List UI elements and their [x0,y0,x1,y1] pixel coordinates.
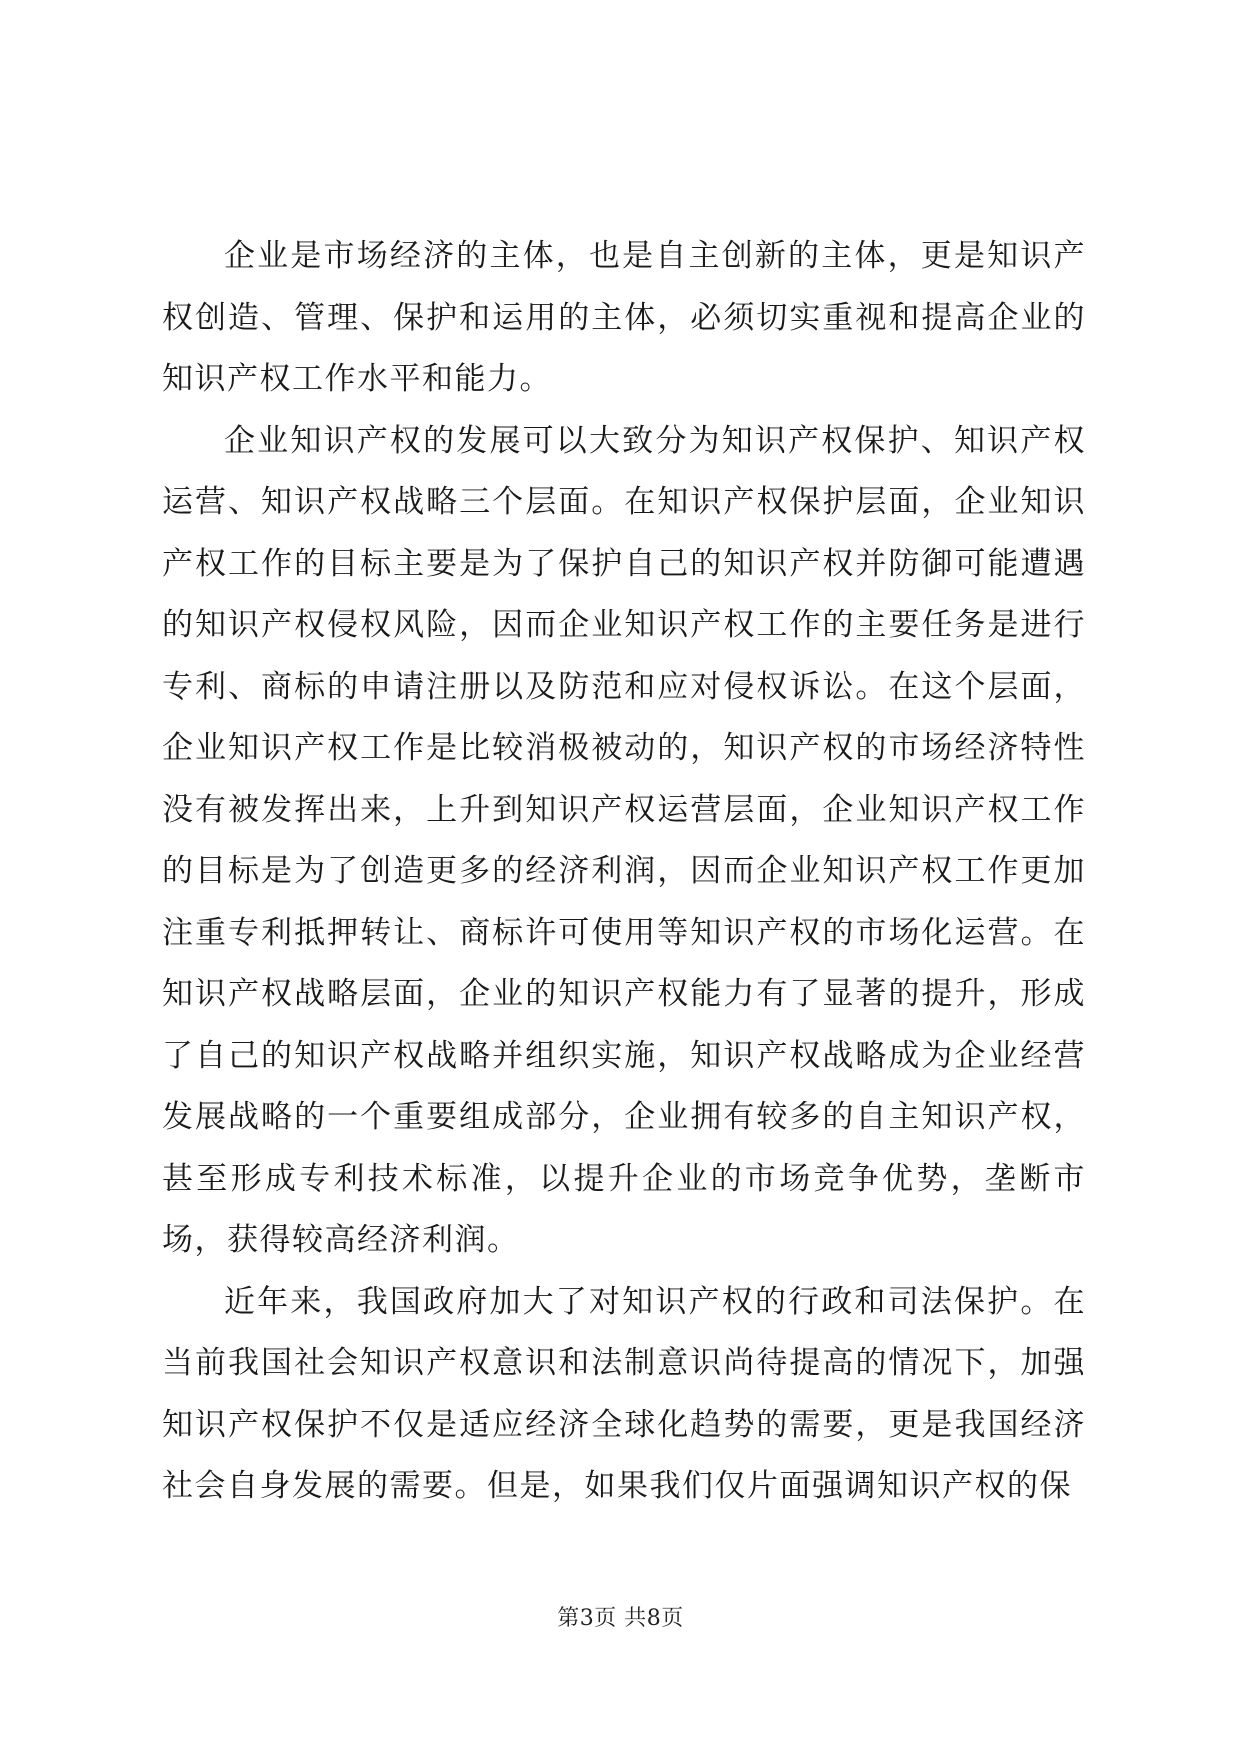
page-number-footer: 第3页 共8页 [557,1606,684,1631]
document-body [162,226,1086,1518]
paragraph-3: 近年来，我国政府加大了对知识产权的行政和司法保护。在当前我国社会知识产权意识和法制意识尚待提高的情况下，加强知识产权保护不仅是适应经济全球化趋势的需要，更是我国经济社会自身发展的需要。但是，如果我们仅片面强调知识产权的保 [162,1283,1086,1504]
paragraph-1: 企业是市场经济的主体，也是自主创新的主体，更是知识产权创造、管理、保护和运用的主体，必须切实重视和提高企业的知识产权工作水平和能力。 [162,238,1086,397]
paragraph-2: 企业知识产权的发展可以大致分为知识产权保护、知识产权运营、知识产权战略三个层面。在知识产权保护层面，企业知识产权工作的目标主要是为了保护自己的知识产权并防御可能遭遇的知识产权侵权风险，因而企业知识产权工作的主要任务是进行专利、商标的申请注册以及防范和应对侵权诉讼。在这个层面，企业知识产权工作是比较消极被动的，知识产权的市场经济特性没有被发挥出来，上升到知识产权运营层面，企业知识产权工作的目标是为了创造更多的经济利润，因而企业知识产权工作更加注重专利抵押转让、商标许可使用等知识产权的市场化运营。在知识产权战略层面，企业的知识产权能力有了显著的提升，形成了自己的知识产权战略并组织实施，知识产权战略成为企业经营发展战略的一个重要组成部分，企业拥有较多的自主知识产权，甚至形成专利技术标准，以提升企业的市场竞争优势，垄断市场，获得较高经济利润。 [162,422,1086,1258]
